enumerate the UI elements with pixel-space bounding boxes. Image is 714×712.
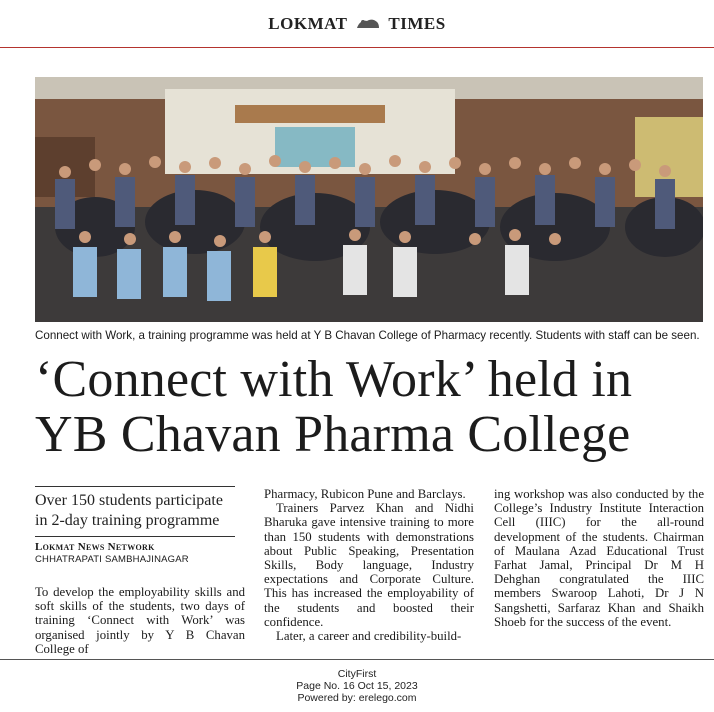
deck-mid-rule	[35, 536, 235, 537]
column-1-paragraph: To develop the employability skills and soft skills of the students, two days of training ‘Connect with Work’ was organised jointly by Y B Chavan College of	[35, 585, 245, 656]
masthead-rule	[0, 47, 714, 48]
column-2-paragraph-1: Pharmacy, Rubicon Pune and Barclays.	[264, 487, 466, 501]
masthead-title	[0, 14, 714, 34]
headline-line-2: YB Chavan Pharma College	[35, 406, 631, 463]
subhead: Over 150 students participate in 2-day training programme	[35, 492, 223, 529]
byline: Lokmat News Network	[35, 541, 155, 553]
footer-page-date: Page No. 16 Oct 15, 2023	[296, 680, 418, 692]
deck	[35, 486, 235, 565]
footer-rule	[0, 659, 714, 660]
masthead-right: TIMES	[388, 14, 446, 33]
headline	[35, 352, 705, 462]
headline-line-1: ‘Connect with Work’ held in	[35, 351, 633, 408]
article-column-3	[494, 487, 704, 629]
column-3-paragraph: ing workshop was also conducted by the College’s Industry Institute Interaction Cell (IIIC) for the all-round development of the students. Chairman of Maulana Azad Educational Trust Farhat Jamal, Principal Dr M H Dehghan congratulated the IIIC members Swaroop Lahoti, Dr J N Sangshetti, Sarfaraz Khan and Shaikh Shoeb for the success of the event.	[494, 487, 704, 629]
footer-edition: CityFirst	[337, 668, 377, 680]
group-photo-illustration	[35, 77, 703, 322]
lion-emblem-icon	[355, 16, 381, 30]
deck-top-rule	[35, 486, 235, 487]
masthead	[0, 0, 714, 48]
dateline: CHHATRAPATI SAMBHAJINAGAR	[35, 554, 189, 565]
article-column-2	[264, 487, 474, 643]
photo-caption: Connect with Work, a training programme was held at Y B Chavan College of Pharmacy recently. Students with staff can be seen.	[35, 329, 700, 342]
column-2-paragraph-2: Trainers Parvez Khan and Nidhi Bharuka gave intensive training to more than 150 students with demonstrations about Public Speaking, Presentation Skills, Body language, Industry expectations and Corporate Culture. This has increased the employability of the students and boosted their confidence.	[264, 501, 474, 629]
group-photo	[35, 77, 703, 322]
footer	[0, 668, 714, 704]
footer-powered-by: Powered by: erelego.com	[297, 692, 417, 704]
article-column-1	[35, 585, 245, 656]
column-2-paragraph-3: Later, a career and credibility-build-	[276, 629, 462, 644]
masthead-left: LOKMAT	[268, 14, 348, 33]
